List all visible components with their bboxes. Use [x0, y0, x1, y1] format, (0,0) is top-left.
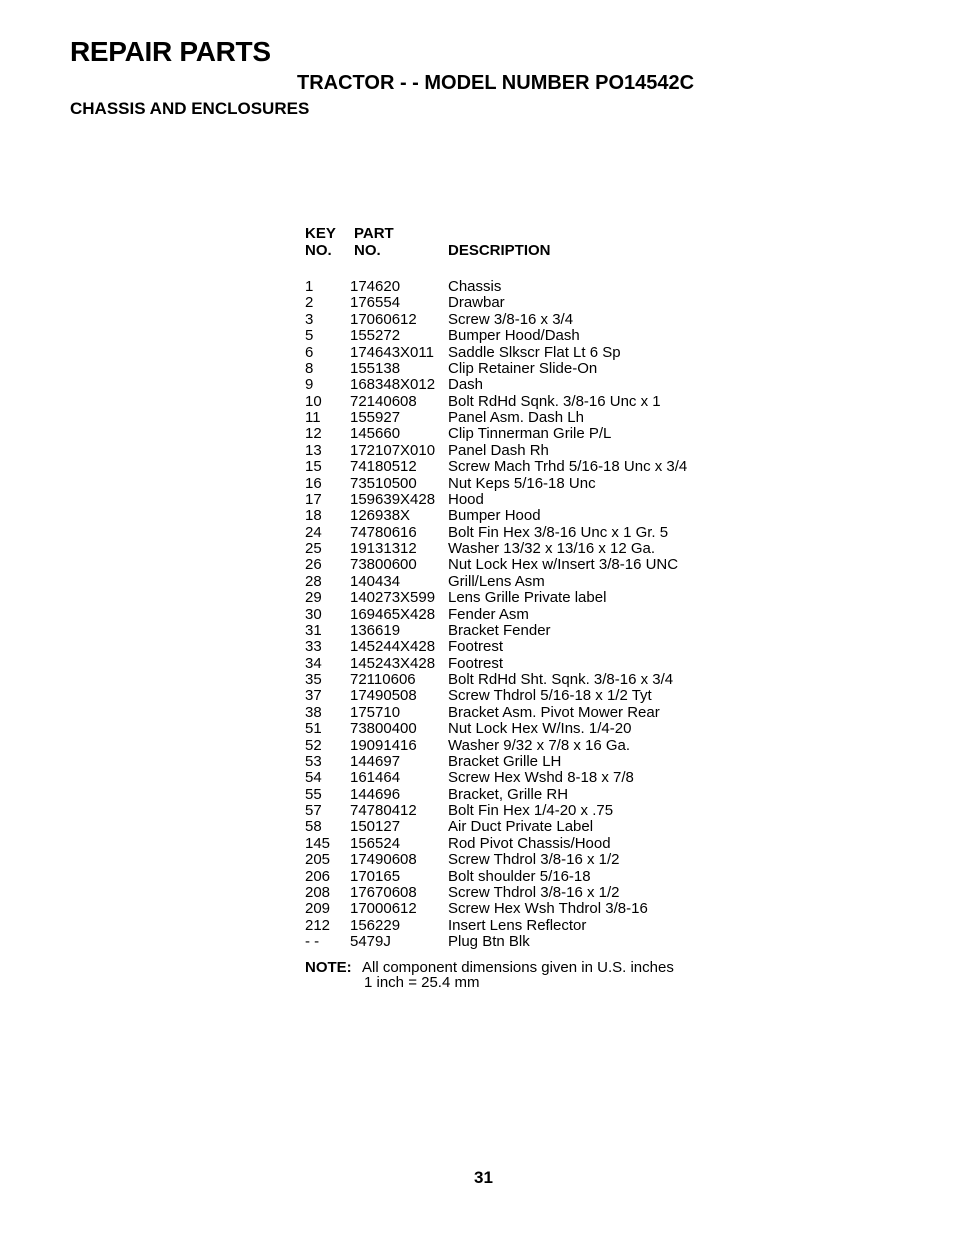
part-number: 174643X011	[350, 343, 434, 361]
key-number: 24	[305, 523, 322, 541]
part-description: Rod Pivot Chassis/Hood	[448, 834, 611, 852]
part-description: Screw Thdrol 3/8-16 x 1/2	[448, 883, 620, 901]
model-title: TRACTOR - - MODEL NUMBER PO14542C	[297, 72, 695, 94]
key-number: 8	[305, 359, 314, 377]
key-number: 26	[305, 556, 322, 574]
key-number: 51	[305, 720, 322, 738]
part-description: Air Duct Private Label	[448, 818, 594, 836]
part-number: 150127	[350, 818, 401, 836]
part-number: 19091416	[350, 736, 417, 754]
part-description: Lens Grille Private label	[448, 589, 607, 607]
part-description: Screw Thdrol 5/16-18 x 1/2 Tyt	[448, 687, 652, 705]
note-text: All component dimensions given in U.S. inches	[362, 959, 674, 977]
part-description: Bolt Fin Hex 3/8-16 Unc x 1 Gr. 5	[448, 523, 669, 541]
key-number: 57	[305, 802, 322, 819]
note-conversion: 1 inch = 25.4 mm	[364, 974, 480, 992]
part-number: 136619	[350, 621, 401, 639]
key-number: 206	[305, 867, 331, 885]
key-number: 145	[305, 834, 331, 852]
part-description: Bolt Fin Hex 1/4-20 x .75	[448, 802, 614, 819]
part-description: Footrest	[448, 638, 504, 656]
part-number: 145243X428	[350, 654, 436, 672]
key-header-line2: NO.	[305, 242, 332, 259]
part-description: Clip Retainer Slide-On	[448, 359, 598, 377]
part-number: 174620	[350, 278, 401, 295]
key-number: 3	[305, 310, 314, 328]
part-number: 72110606	[350, 671, 416, 688]
part-number: 159639X428	[350, 490, 436, 508]
part-number: 19131312	[350, 540, 417, 557]
part-description: Bracket Asm. Pivot Mower Rear	[448, 703, 660, 721]
part-description: Grill/Lens Asm	[448, 572, 545, 590]
key-number: 38	[305, 703, 322, 721]
part-number: 74780616	[350, 523, 417, 541]
part-number: 140434	[350, 572, 401, 590]
part-description: Bracket, Grille RH	[448, 785, 569, 803]
key-number: 37	[305, 687, 322, 705]
key-number: 53	[305, 752, 322, 770]
part-number: 145244X428	[350, 638, 436, 656]
part-description: Clip Tinnerman Grile P/L	[448, 425, 612, 443]
part-description: Fender Asm	[448, 605, 529, 623]
part-description: Nut Lock Hex w/Insert 3/8-16 UNC	[448, 556, 679, 574]
part-number: 144697	[350, 752, 401, 770]
part-description: Screw Hex Wshd 8-18 x 7/8	[448, 769, 634, 787]
part-description: Screw Mach Trhd 5/16-18 Unc x 3/4	[448, 458, 688, 476]
part-number: 161464	[350, 769, 401, 787]
part-description: Nut Lock Hex W/Ins. 1/4-20	[448, 720, 632, 738]
key-number: 6	[305, 343, 314, 361]
part-number: 140273X599	[350, 589, 436, 607]
key-number: 212	[305, 916, 331, 934]
part-number: 73800400	[350, 720, 417, 738]
key-number: 15	[305, 458, 322, 476]
key-number: 5	[305, 327, 314, 345]
key-number: 58	[305, 818, 322, 836]
part-number: 155927	[350, 409, 401, 426]
part-number: 72140608	[350, 392, 417, 410]
part-number: 170165	[350, 867, 401, 885]
key-number: 13	[305, 441, 322, 459]
description-header: DESCRIPTION	[448, 242, 551, 259]
part-number: 145660	[350, 425, 401, 443]
key-number: 52	[305, 736, 322, 754]
part-number: 176554	[350, 294, 401, 312]
part-number: 17490608	[350, 851, 417, 869]
key-number: 10	[305, 392, 322, 410]
part-number: 126938X	[350, 507, 411, 525]
key-number: 11	[305, 409, 321, 426]
part-description: Washer 9/32 x 7/8 x 16 Ga.	[448, 736, 631, 754]
part-number: 17000612	[350, 900, 417, 918]
key-number: 25	[305, 540, 322, 557]
part-description: Bumper Hood	[448, 507, 541, 525]
part-description: Bracket Fender	[448, 621, 551, 639]
part-description: Footrest	[448, 654, 504, 672]
part-number: 17060612	[350, 310, 417, 328]
key-number: 28	[305, 572, 322, 590]
part-number: 172107X010	[350, 441, 436, 459]
key-number: 18	[305, 507, 322, 525]
part-header-line1: PART	[354, 225, 394, 242]
part-description: Screw Thdrol 3/8-16 x 1/2	[448, 851, 620, 869]
part-description: Nut Keps 5/16-18 Unc	[448, 474, 596, 492]
key-number: 35	[305, 671, 322, 688]
part-number: 73510500	[350, 474, 417, 492]
key-number: 30	[305, 605, 322, 623]
part-number: 73800600	[350, 556, 417, 574]
key-number: 9	[305, 376, 314, 394]
page-title: REPAIR PARTS	[70, 36, 271, 67]
part-number: 17490508	[350, 687, 417, 705]
key-number: 12	[305, 425, 322, 443]
part-description: Insert Lens Reflector	[448, 916, 587, 934]
part-description: Panel Dash Rh	[448, 441, 549, 459]
part-number: 156524	[350, 834, 401, 852]
part-number: 74780412	[350, 802, 417, 819]
part-description: Plug Btn Blk	[448, 933, 530, 950]
part-description: Washer 13/32 x 13/16 x 12 Ga.	[448, 540, 656, 557]
part-description: Saddle Slkscr Flat Lt 6 Sp	[448, 343, 621, 361]
part-number: 169465X428	[350, 605, 436, 623]
key-number: 33	[305, 638, 322, 656]
key-number: 16	[305, 474, 322, 492]
page-number: 31	[474, 1168, 493, 1187]
key-number: 205	[305, 851, 331, 869]
key-number: 31	[305, 621, 322, 639]
key-number: 1	[305, 278, 314, 295]
part-number: 155272	[350, 327, 401, 345]
part-number: 74180512	[350, 458, 417, 476]
part-number: 168348X012	[350, 376, 436, 394]
part-description: Dash	[448, 376, 484, 394]
part-description: Chassis	[448, 278, 502, 295]
key-number: - -	[305, 933, 320, 950]
section-title: CHASSIS AND ENCLOSURES	[70, 99, 310, 118]
part-description: Screw 3/8-16 x 3/4	[448, 310, 574, 328]
key-number: 208	[305, 883, 331, 901]
part-description: Bumper Hood/Dash	[448, 327, 580, 345]
key-number: 55	[305, 785, 322, 803]
part-description: Bolt RdHd Sqnk. 3/8-16 Unc x 1	[448, 392, 661, 410]
key-number: 34	[305, 654, 322, 672]
part-description: Panel Asm. Dash Lh	[448, 409, 584, 426]
part-number: 155138	[350, 359, 401, 377]
note-label: NOTE:	[305, 959, 352, 977]
part-number: 144696	[350, 785, 401, 803]
part-description: Bolt shoulder 5/16-18	[448, 867, 591, 885]
part-header-line2: NO.	[354, 242, 381, 259]
key-number: 54	[305, 769, 322, 787]
part-description: Hood	[448, 490, 484, 508]
key-number: 2	[305, 294, 314, 312]
part-description: Drawbar	[448, 294, 505, 312]
part-description: Bracket Grille LH	[448, 752, 562, 770]
key-number: 209	[305, 900, 331, 918]
part-description: Bolt RdHd Sht. Sqnk. 3/8-16 x 3/4	[448, 671, 674, 688]
key-number: 17	[305, 490, 322, 508]
part-number: 156229	[350, 916, 401, 934]
part-number: 175710	[350, 703, 401, 721]
part-number: 17670608	[350, 883, 417, 901]
part-description: Screw Hex Wsh Thdrol 3/8-16	[448, 900, 648, 918]
key-number: 29	[305, 589, 322, 607]
part-number: 5479J	[350, 933, 391, 950]
key-header-line1: KEY	[305, 225, 336, 242]
